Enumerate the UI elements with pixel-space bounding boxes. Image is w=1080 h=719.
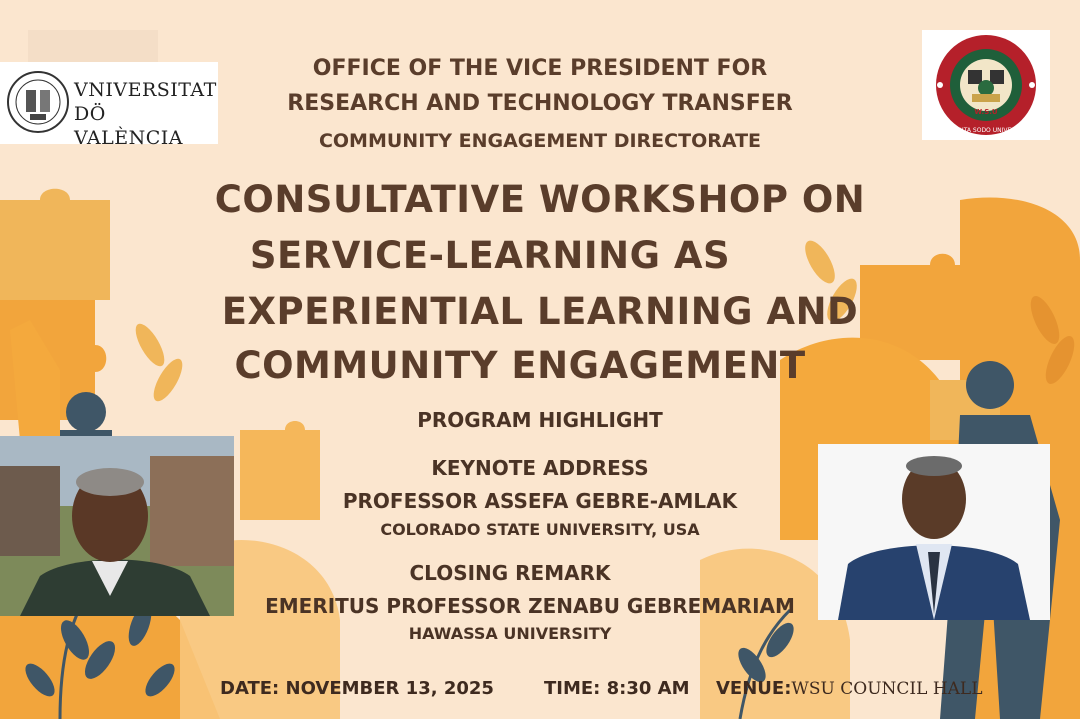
closing-speaker-name: EMERITUS PROFESSOR ZENABU GEBREMARIAM [265, 594, 795, 618]
workshop-title-line2: SERVICE-LEARNING AS [249, 234, 731, 277]
directorate-line: COMMUNITY ENGAGEMENT DIRECTORATE [318, 130, 762, 152]
office-line2: RESEARCH AND TECHNOLOGY TRANSFER [287, 91, 793, 116]
university-name-line1: VNIVERSITAT [74, 79, 217, 101]
closing-speaker-affiliation: HAWASSA UNIVERSITY [408, 624, 612, 643]
event-venue [716, 678, 983, 699]
closing-remark-label: CLOSING REMARK [409, 561, 611, 585]
event-date: DATE: NOVEMBER 13, 2025 [220, 678, 494, 699]
keynote-speaker-photo [0, 436, 234, 616]
workshop-title-line3: EXPERIENTIAL LEARNING AND [221, 290, 859, 333]
event-time: TIME: 8:30 AM [544, 678, 690, 699]
keynote-speaker-affiliation: COLORADO STATE UNIVERSITY, USA [380, 520, 700, 539]
wolaita-sodo-university-logo [922, 30, 1050, 140]
workshop-title-line4: COMMUNITY ENGAGEMENT [234, 344, 806, 387]
closing-speaker-photo [818, 444, 1050, 620]
program-highlight-heading: PROGRAM HIGHLIGHT [417, 408, 663, 432]
svg-text:WOLAITA SODO UNIVERSITY: WOLAITA SODO UNIVERSITY [943, 127, 1029, 134]
university-seal-icon [922, 30, 1050, 140]
keynote-speaker-name: PROFESSOR ASSEFA GEBRE-AMLAK [342, 489, 738, 513]
venue-label: VENUE: [716, 678, 792, 699]
venue-value: WSU COUNCIL HALL [791, 679, 983, 699]
svg-text:W.S.U: W.S.U [974, 108, 998, 116]
keynote-label: KEYNOTE ADDRESS [431, 456, 649, 480]
office-line1: OFFICE OF THE VICE PRESIDENT FOR [312, 56, 768, 81]
workshop-title-line1: CONSULTATIVE WORKSHOP ON [214, 178, 866, 221]
university-name-line2: DÖ VALÈNCIA [74, 103, 184, 149]
